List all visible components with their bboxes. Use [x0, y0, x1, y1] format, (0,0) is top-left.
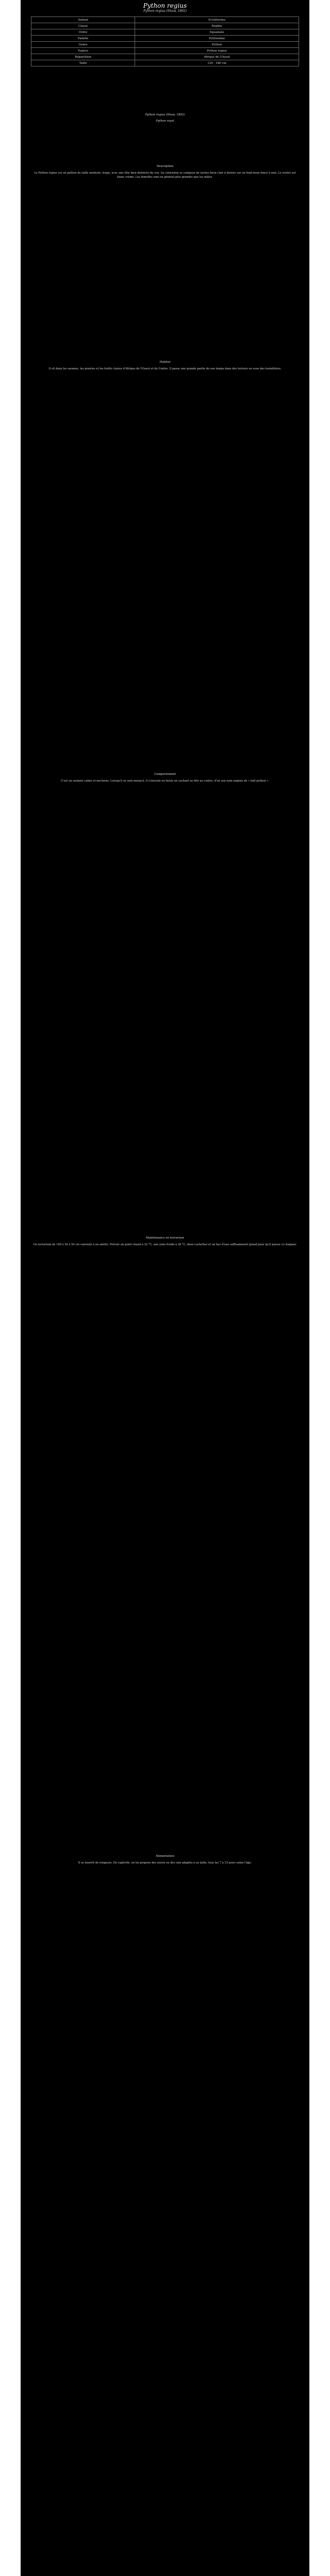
- latin-name: Python regius (Shaw, 1802): [145, 113, 185, 116]
- section-text: Il vit dans les savanes, les prairies et les forêts claires d'Afrique de l'Ouest et du Centre. Il passe une grande partie de son temps dans des terriers ou sous des termitières.: [48, 367, 282, 370]
- table-cell: Afrique de l'Ouest: [135, 54, 299, 60]
- table-cell: Espèce: [31, 48, 135, 54]
- table-cell: Python: [135, 42, 299, 48]
- section-heading: Maintenance en terrarium: [146, 1236, 184, 1240]
- table-cell: Classe: [31, 23, 135, 29]
- table-cell: Animal: [31, 17, 135, 23]
- table-cell: Python regius: [135, 48, 299, 54]
- table-row: [31, 42, 299, 48]
- page-title: Python regius: [143, 2, 187, 9]
- table-row: [31, 17, 299, 23]
- table-cell: Reptile: [135, 23, 299, 29]
- table-row: [31, 23, 299, 29]
- table-cell: Genre: [31, 42, 135, 48]
- habitat-section: [21, 361, 309, 371]
- table-cell: Ectotherme: [135, 17, 299, 23]
- table-cell: Pythonidae: [135, 36, 299, 42]
- terrarium-section: [21, 1236, 309, 1247]
- section-heading: Alimentation: [156, 1855, 174, 1858]
- table-cell: Répartition: [31, 54, 135, 60]
- section-text: C'est un serpent calme et nocturne. Lorsqu'il se sent menacé, il s'enroule en boule en cachant sa tête au centre, d'où son nom anglais de « ball python ».: [61, 779, 269, 783]
- table-cell: Squamate: [135, 29, 299, 36]
- table-cell: Famille: [31, 36, 135, 42]
- section-heading: Description: [156, 165, 174, 168]
- table-cell: Ordre: [31, 29, 135, 36]
- table-row: [31, 60, 299, 66]
- section-text: Un terrarium de 100 x 50 x 50 cm convient à un adulte. Prévoir un point chaud à 32 °C, une zone froide à 26 °C, deux cachettes et un bac d'eau suffisamment grand pour qu'il puisse s'y baigner.: [33, 1243, 297, 1246]
- food-section: [21, 1855, 309, 1865]
- description-section: [21, 165, 309, 179]
- behaviour-section: [21, 773, 309, 783]
- document-sheet: [21, 0, 309, 2576]
- section-heading: Habitat: [159, 361, 171, 364]
- section-text: Il se nourrit de rongeurs. En captivité, on lui propose des souris ou des rats adaptés à sa taille, tous les 7 à 15 jours selon l'âge.: [78, 1861, 252, 1865]
- page-subtitle: Python regius (Shaw, 1802): [143, 9, 187, 13]
- table-cell: 120 - 180 cm: [135, 60, 299, 66]
- table-cell: Taille: [31, 60, 135, 66]
- table-row: [31, 54, 299, 60]
- table-row: [31, 36, 299, 42]
- section-heading: Comportement: [154, 773, 176, 776]
- table-row: [31, 48, 299, 54]
- table-row: [31, 29, 299, 36]
- common-name: Python royal: [156, 120, 174, 123]
- taxonomy-table: [31, 16, 299, 66]
- intro-block: [21, 113, 309, 123]
- section-text: Le Python regius est un python de taille modeste, trapu, avec une tête bien distincte du cou. Sa coloration se compose de taches brun clair à dorées sur un fond brun foncé à noir. Le ventre est blanc crème. Les femelles sont en général plus grandes que les mâles.: [34, 172, 296, 179]
